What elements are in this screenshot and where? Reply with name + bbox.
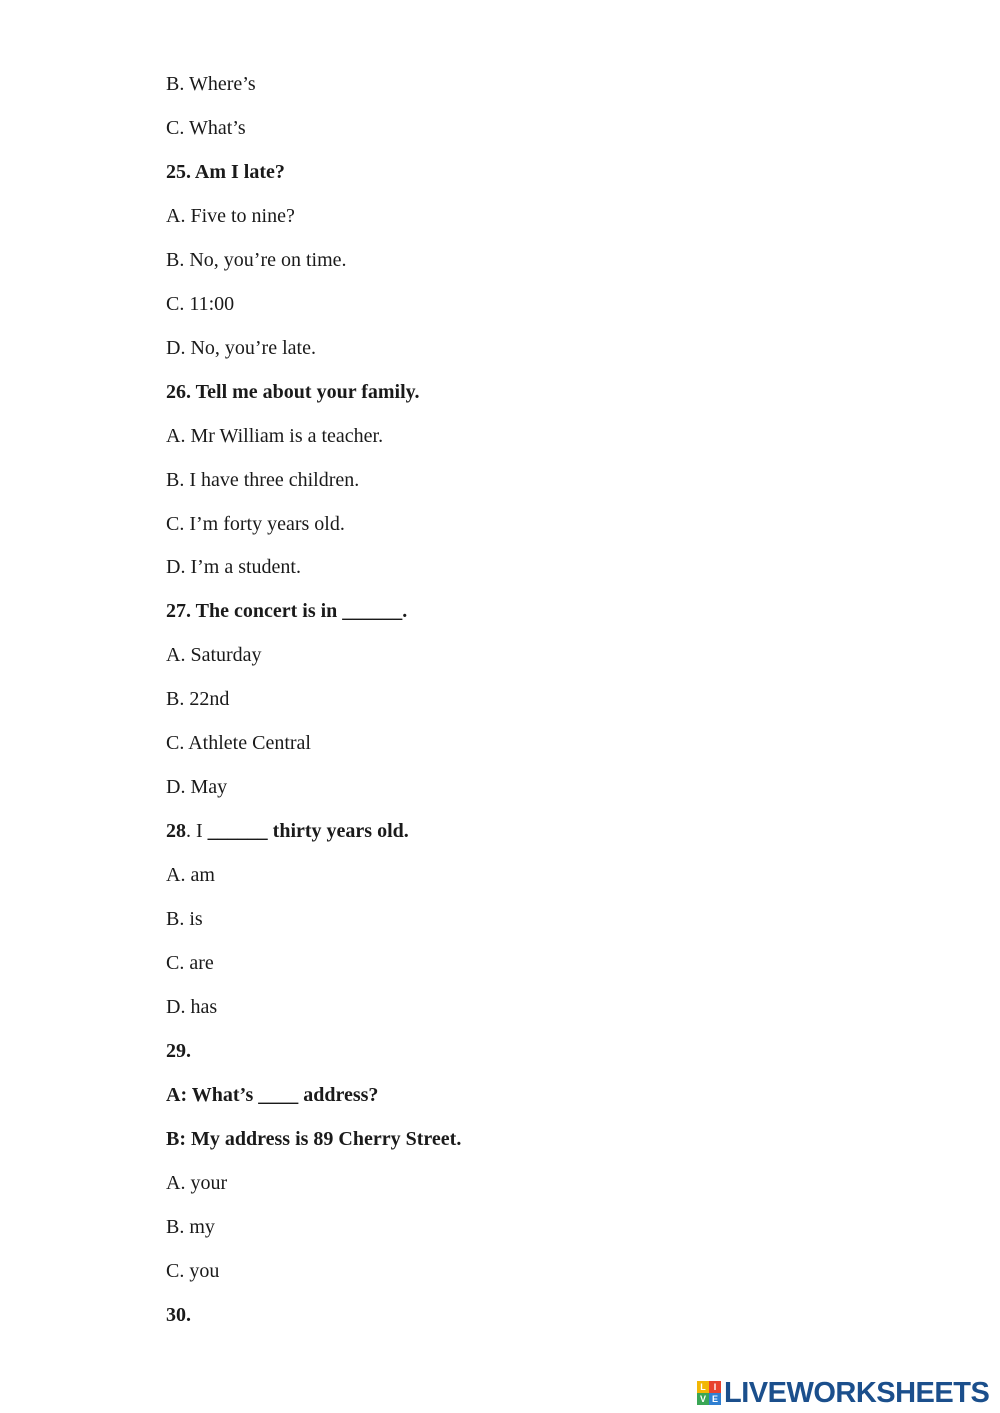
q26-option-c: C. I’m forty years old. (166, 513, 345, 535)
q28-option-d: D. has (166, 996, 218, 1018)
q28-option-c: C. are (166, 952, 214, 974)
q29-number: 29. (166, 1040, 191, 1062)
q25-question: 25. Am I late? (166, 161, 285, 183)
q25-option-a: A. Five to nine? (166, 205, 295, 227)
q29-option-b: B. my (166, 1216, 215, 1238)
q25-option-b: B. No, you’re on time. (166, 249, 347, 271)
q26-option-b: B. I have three children. (166, 469, 360, 491)
q24-option-c: C. What’s (166, 117, 246, 139)
logo-mark-letter: I (709, 1381, 721, 1393)
logo-mark-letter: L (697, 1381, 709, 1393)
logo-mark-letter: V (697, 1393, 709, 1405)
q26-option-a: A. Mr William is a teacher. (166, 425, 384, 447)
logo-text: LIVEWORKSHEETS (724, 1376, 990, 1409)
q27-option-d: D. May (166, 776, 228, 798)
logo-mark-icon (697, 1381, 721, 1405)
q29-option-a: A. your (166, 1172, 228, 1194)
logo-mark-letter: E (709, 1393, 721, 1405)
q28-option-a: A. am (166, 864, 215, 886)
q29-line-a: A: What’s ____ address? (166, 1084, 379, 1106)
q25-option-c: C. 11:00 (166, 293, 235, 315)
q29-option-c: C. you (166, 1260, 220, 1282)
q30-number: 30. (166, 1304, 191, 1326)
liveworksheets-logo (697, 1378, 989, 1408)
q26-question: 26. Tell me about your family. (166, 381, 420, 403)
q27-option-b: B. 22nd (166, 688, 230, 710)
q26-option-d: D. I’m a student. (166, 556, 301, 578)
question-rest: ______ thirty years old. (207, 820, 409, 842)
q27-option-c: C. Athlete Central (166, 732, 311, 754)
q24-option-b: B. Where’s (166, 73, 256, 95)
q27-option-a: A. Saturday (166, 644, 262, 666)
q28-question (166, 819, 409, 843)
q28-option-b: B. is (166, 908, 203, 930)
question-subject: . I (186, 820, 208, 842)
q29-line-b: B: My address is 89 Cherry Street. (166, 1128, 462, 1150)
q25-option-d: D. No, you’re late. (166, 337, 316, 359)
q27-question: 27. The concert is in ______. (166, 600, 408, 622)
question-number: 28 (166, 820, 186, 842)
